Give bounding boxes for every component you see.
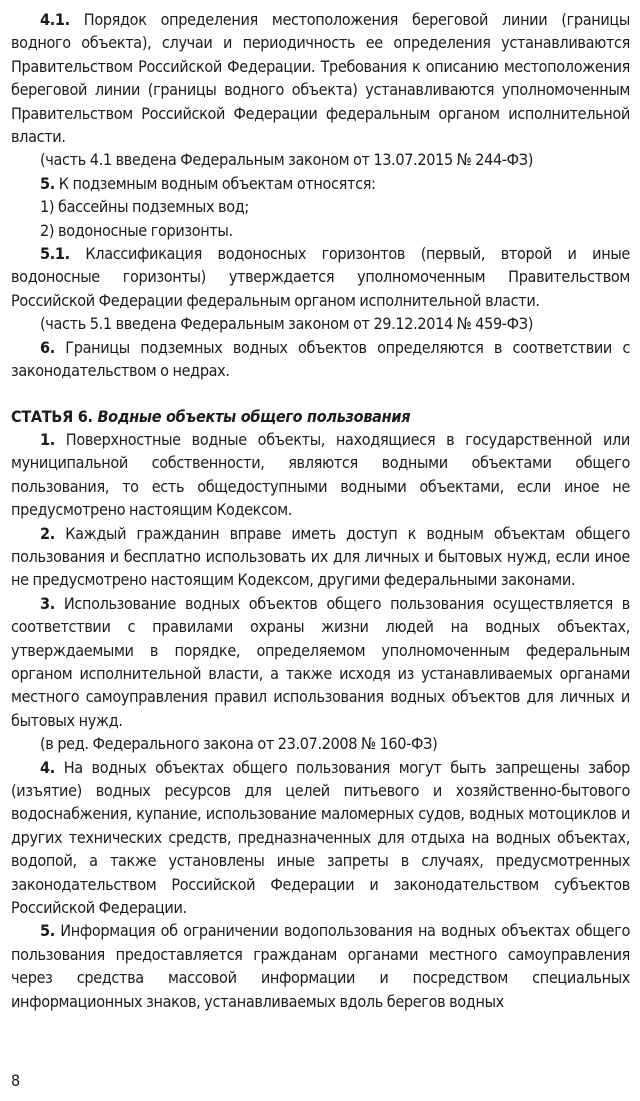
- article-paragraph-5: [11, 919, 630, 1013]
- article-paragraph-4: [11, 756, 630, 920]
- paragraph-text: К подземным водным объектам относятся:: [54, 173, 376, 193]
- paragraph-number: 4.: [40, 757, 55, 777]
- paragraph-text: Каждый гражданин вправе иметь доступ к водным объектам общего пользования и бесплатно использовать их для личных и бытовых нужд, если иное не предусмотрено настоящим Кодексом, другими федеральными законами.: [11, 523, 630, 590]
- paragraph-6: [11, 336, 630, 383]
- list-item: 1) бассейны подземных вод;: [40, 197, 249, 217]
- paragraph-text: Информация об ограничении водопользования на водных объектах общего пользования предоставляется гражданам органами местного самоуправления через средства массовой информации и посредством специальных информационных знаков, устанавливаемых вдоль берегов водных: [11, 921, 630, 1011]
- paragraph-text: Классификация водоносных горизонтов (первый, второй и иные водоносные горизонты) утверждается уполномоченным Правительством Российской Федерации федеральным органом исполнительной власти.: [11, 244, 630, 310]
- article-title: Водные объекты общего пользования: [97, 406, 411, 426]
- amendment-note: (часть 4.1 введена Федеральным законом от 13.07.2015 № 244-ФЗ): [40, 150, 534, 170]
- amendment-note: (в ред. Федерального закона от 23.07.2008 № 160-ФЗ): [40, 734, 438, 754]
- paragraph-number: 4.1.: [40, 10, 70, 29]
- paragraph-number: 5.1.: [40, 244, 70, 264]
- paragraph-number: 2.: [40, 523, 55, 543]
- article-paragraph-2: [11, 522, 630, 592]
- paragraph-number: 5.: [40, 921, 55, 941]
- paragraph-5-1: [11, 242, 630, 312]
- article-heading: [11, 405, 630, 428]
- paragraph-4-1: [11, 8, 630, 148]
- paragraph-number: 3.: [40, 593, 55, 613]
- paragraph-text: На водных объектах общего пользования могут быть запрещены забор (изъятие) водных ресурсов для целей питьевого и хозяйственно-бытового водоснабжения, купание, использование маломерных судов, водных мотоциклов и других технических средств, предназначенных для отдыха на водных объектах, водопой, а также установлены иные запреты в случаях, предусмотренных законодательством Российской Федерации и законодательством субъектов Российской Федерации.: [11, 757, 630, 918]
- paragraph-5: [11, 172, 630, 195]
- article-paragraph-3: [11, 592, 630, 732]
- list-item: 2) водоносные горизонты.: [40, 220, 233, 240]
- article-label: СТАТЬЯ 6.: [11, 406, 93, 426]
- paragraph-text: Использование водных объектов общего пользования осуществляется в соответствии с правилами охраны жизни людей на водных объектах, утверждаемыми в порядке, определяемом уполномоченным федеральным органом исполнительной власти, а также исходя из устанавливаемых органами местного самоуправления правил использования водных объектов для личных и бытовых нужд.: [11, 593, 630, 730]
- paragraph-number: 5.: [40, 173, 55, 193]
- page-number: 8: [11, 1071, 21, 1090]
- paragraph-text: Порядок определения местоположения береговой линии (границы водного объекта), случаи и периодичность ее определения устанавливаются Правительством Российской Федерации. Требования к описанию местоположения береговой линии (границы водного объекта) устанавливаются уполномоченным Правительством Российской Федерации федеральным органом исполнительной власти.: [11, 10, 630, 147]
- paragraph-number: 1.: [40, 429, 55, 449]
- paragraph-number: 6.: [40, 337, 55, 357]
- paragraph-text: Границы подземных водных объектов определяются в соответствии с законодательством о недрах.: [11, 337, 630, 381]
- amendment-note: (часть 5.1 введена Федеральным законом от 29.12.2014 № 459-ФЗ): [40, 314, 534, 334]
- article-paragraph-1: [11, 428, 630, 522]
- paragraph-text: Поверхностные водные объекты, находящиеся в государственной или муниципальной собственности, являются водными объектами общего пользования, то есть общедоступными водными объектами, если иное не предусмотрено настоящим Кодексом.: [11, 429, 630, 520]
